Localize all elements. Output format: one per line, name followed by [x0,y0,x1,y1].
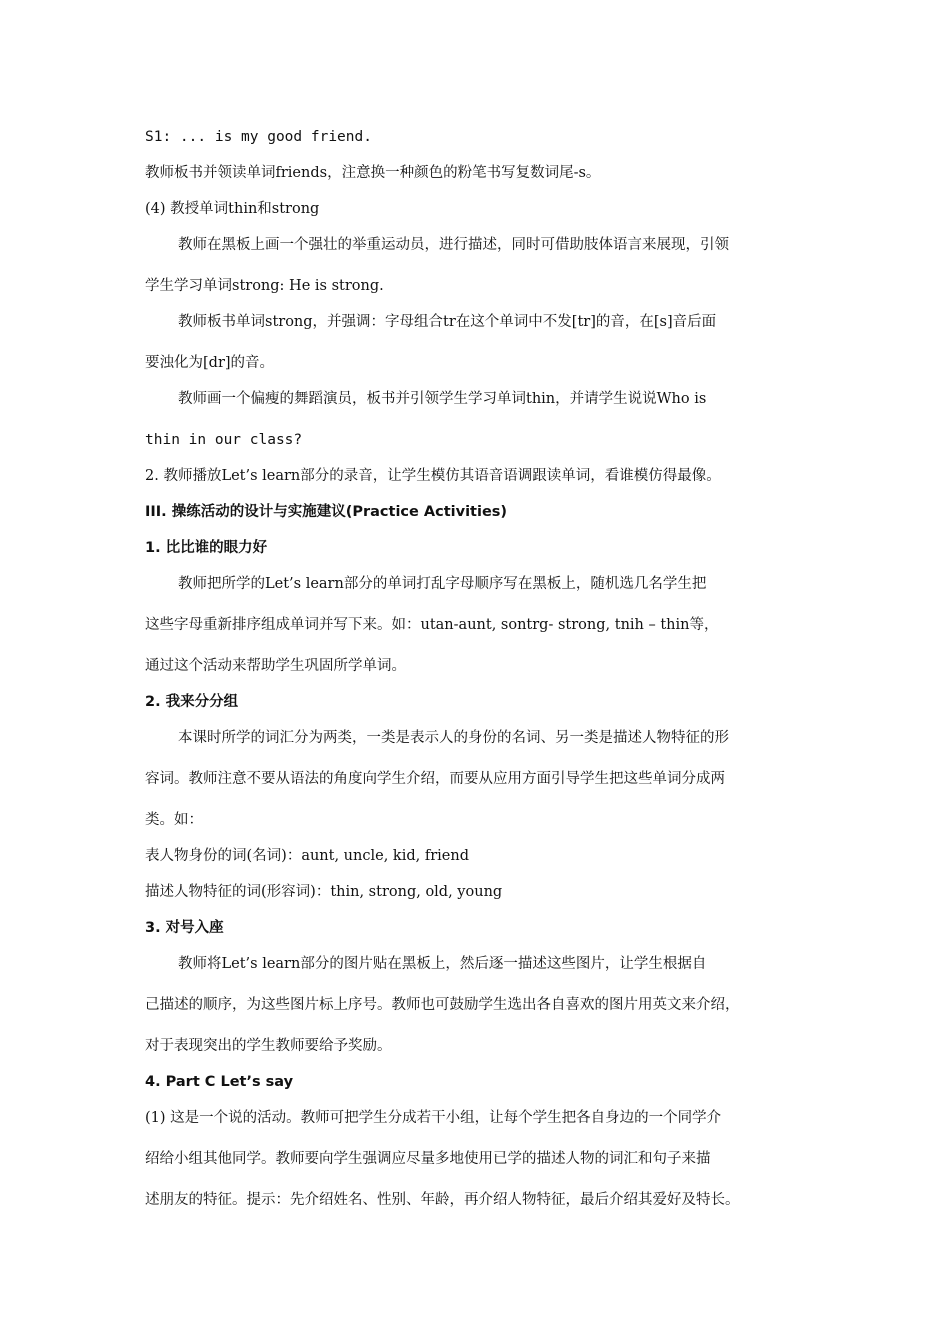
body-text: 容词。教师注意不要从语法的角度向学生介绍，而要从应用方面引导学生把这些单词分成两 [145,771,725,787]
body-text: 通过这个活动来帮助学生巩固所学单词。 [145,658,406,674]
paragraph-indented: 教师将Let’s learn部分的图片贴在黑板上，然后逐一描述这些图片，让学生根据自 [178,956,707,972]
body-text: 绍给小组其他同学。教师要向学生强调应尽量多地使用已学的描述人物的词汇和句子来描 [145,1151,711,1167]
activity-heading: 3. 对号入座 [145,920,224,936]
list-item: (4) 教授单词thin和strong [145,201,320,217]
paragraph-indented: 教师画一个偏瘦的舞蹈演员，板书并引领学生学习单词thin，并请学生说说Who is [178,391,707,407]
paragraph-indented: 教师把所学的Let’s learn部分的单词打乱字母顺序写在黑板上，随机选几名学生把 [178,576,707,592]
body-text: 教师板书并领读单词friends，注意换一种颜色的粉笔书写复数词尾-s。 [145,165,601,181]
body-text: 述朋友的特征。提示：先介绍姓名、性别、年龄，再介绍人物特征，最后介绍其爱好及特长。 [145,1192,740,1208]
activity-heading: 2. 我来分分组 [145,694,239,710]
body-text: 学生学习单词strong: He is strong. [145,278,384,294]
activity-heading: 1. 比比谁的眼力好 [145,540,268,556]
body-text: 己描述的顺序，为这些图片标上序号。教师也可鼓励学生选出各自喜欢的图片用英文来介绍， [145,997,740,1013]
activity-heading: 4. Part C Let’s say [145,1074,294,1090]
dialogue-line: S1: ... is my good friend. [145,129,372,145]
body-text: 要浊化为[dr]的音。 [145,355,275,371]
list-item: 2. 教师播放Let’s learn部分的录音，让学生模仿其语音语调跟读单词，看谁模仿得最像。 [145,468,721,484]
paragraph-indented: 教师板书单词strong，并强调：字母组合tr在这个单词中不发[tr]的音，在[s]音后面 [178,314,717,330]
section-heading: III. 操练活动的设计与实施建议(Practice Activities) [145,504,508,520]
body-text: thin in our class? [145,432,303,448]
body-text: 对于表现突出的学生教师要给予奖励。 [145,1038,392,1054]
list-item: (1) 这是一个说的活动。教师可把学生分成若干小组，让每个学生把各自身边的一个同学介 [145,1110,722,1126]
paragraph-indented: 本课时所学的词汇分为两类，一类是表示人的身份的名词、另一类是描述人物特征的形 [178,730,729,746]
word-group-nouns: 表人物身份的词(名词)：aunt, uncle, kid, friend [145,848,469,864]
body-text: 这些字母重新排序组成单词并写下来。如：utan-aunt, sontrg- strong, tnih – thin等， [145,617,719,633]
word-group-adjectives: 描述人物特征的词(形容词)：thin, strong, old, young [145,884,503,900]
body-text: 类。如： [145,812,203,828]
paragraph-indented: 教师在黑板上画一个强壮的举重运动员，进行描述，同时可借助肢体语言来展现，引领 [178,237,729,253]
